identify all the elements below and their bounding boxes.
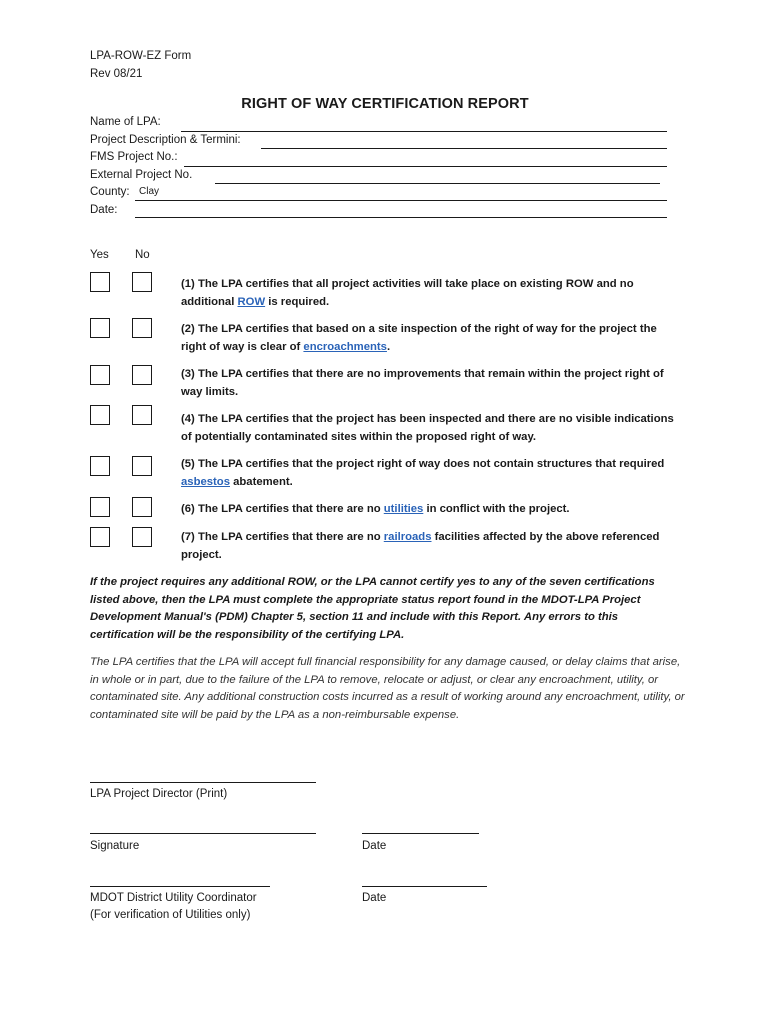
cert-7-statement — [181, 529, 676, 564]
cert-3-statement — [181, 366, 676, 401]
cert-3-yes-checkbox[interactable] — [90, 365, 110, 385]
cert-5-no-checkbox[interactable] — [132, 456, 152, 476]
cert-text: (2) The LPA certifies that based on a site inspection of the right of way for the project the right of way is clear of — [181, 323, 657, 353]
external-project-label: External Project No. — [90, 169, 193, 181]
cert-1-term-link[interactable]: ROW — [237, 295, 266, 308]
cert-text: in conflict with the project. — [423, 503, 570, 515]
cert-text: (5) The LPA certifies that the project right of way does not contain structures that required — [181, 458, 665, 470]
cert-text: (7) The LPA certifies that there are no — [181, 531, 384, 543]
cert-6-term-link[interactable]: utilities — [383, 503, 424, 515]
cert-6-statement — [181, 501, 676, 519]
cert-text: facilities affected by the above referenced project. — [181, 531, 660, 561]
county-field[interactable] — [135, 200, 667, 201]
utility-date-label: Date — [362, 892, 387, 904]
cert-6-no-checkbox[interactable] — [132, 497, 152, 517]
cert-text: (3) The LPA certifies that there are no improvements that remain within the project right of way limits. — [181, 368, 664, 398]
utility-coordinator-line[interactable] — [90, 886, 270, 887]
date-field[interactable] — [135, 217, 667, 218]
project-description-label: Project Description & Termini: — [90, 134, 241, 146]
cert-text: abatement. — [229, 475, 293, 488]
cert-7-term-link[interactable]: railroads — [383, 531, 432, 543]
cert-7-no-checkbox[interactable] — [132, 527, 152, 547]
utility-coordinator-note: (For verification of Utilities only) — [90, 909, 251, 921]
form-revision: Rev 08/21 — [90, 68, 143, 80]
financial-responsibility-paragraph: The LPA certifies that the LPA will accept full financial responsibility for any damage caused, or delay claims that arise, in whole or in part, due to the failure of the LPA to remove, relocate or adjust, or clear any encroachment, utility, or contaminated site. Any additional construction costs incurred as a result of working around any encroachment, utility, or contaminated site will be paid by the LPA as a non-reimbursable expense. — [90, 656, 685, 721]
signature-line[interactable] — [90, 833, 316, 834]
cert-text: . — [386, 340, 391, 353]
page-title: RIGHT OF WAY CERTIFICATION REPORT — [241, 96, 529, 112]
status-report-notice: If the project requires any additional ROW, or the LPA cannot certify yes to any of the seven certifications listed above, then the LPA must complete the appropriate status report found in the MDOT-LPA Project Development Manual's (PDM) Chapter 5, section 11 and include with this Report. Any errors to this certification will be the responsibility of the certifying LPA. — [90, 576, 655, 641]
cert-3-no-checkbox[interactable] — [132, 365, 152, 385]
fms-project-label: FMS Project No.: — [90, 151, 178, 163]
county-value[interactable]: Clay — [139, 186, 160, 197]
form-id: LPA-ROW-EZ Form — [90, 50, 192, 62]
cert-2-statement — [181, 321, 676, 356]
signature-date-line[interactable] — [362, 833, 479, 834]
cert-6-yes-checkbox[interactable] — [90, 497, 110, 517]
signature-label: Signature — [90, 840, 140, 852]
yes-column-heading: Yes — [90, 249, 109, 261]
name-of-lpa-label: Name of LPA: — [90, 116, 161, 128]
cert-7-yes-checkbox[interactable] — [90, 527, 110, 547]
cert-4-no-checkbox[interactable] — [132, 405, 152, 425]
cert-1-yes-checkbox[interactable] — [90, 272, 110, 292]
external-project-field[interactable] — [215, 183, 660, 184]
cert-5-term-link[interactable]: asbestos — [181, 475, 230, 488]
name-of-lpa-field[interactable] — [181, 131, 667, 132]
cert-5-statement — [181, 456, 676, 491]
project-description-field[interactable] — [261, 148, 667, 149]
cert-text: (4) The LPA certifies that the project has been inspected and there are no visible indications of potentially contaminated sites within the proposed right of way. — [181, 413, 674, 443]
director-print-line[interactable] — [90, 782, 316, 783]
cert-2-term-link[interactable]: encroachments — [303, 340, 387, 353]
cert-1-no-checkbox[interactable] — [132, 272, 152, 292]
cert-text: (6) The LPA certifies that there are no — [181, 503, 384, 515]
cert-2-no-checkbox[interactable] — [132, 318, 152, 338]
cert-text: is required. — [265, 295, 330, 308]
no-column-heading: No — [135, 249, 150, 261]
cert-4-yes-checkbox[interactable] — [90, 405, 110, 425]
cert-5-yes-checkbox[interactable] — [90, 456, 110, 476]
cert-4-statement — [181, 411, 676, 446]
fms-project-field[interactable] — [184, 166, 667, 167]
utility-date-line[interactable] — [362, 886, 487, 887]
utility-coordinator-label: MDOT District Utility Coordinator — [90, 892, 257, 904]
cert-1-statement — [181, 276, 676, 311]
cert-text: (1) The LPA certifies that all project activities will take place on existing ROW and no additional — [181, 278, 634, 308]
director-print-label: LPA Project Director (Print) — [90, 788, 228, 800]
date-label: Date: — [90, 204, 118, 216]
county-label: County: — [90, 186, 130, 198]
cert-2-yes-checkbox[interactable] — [90, 318, 110, 338]
signature-date-label: Date — [362, 840, 387, 852]
